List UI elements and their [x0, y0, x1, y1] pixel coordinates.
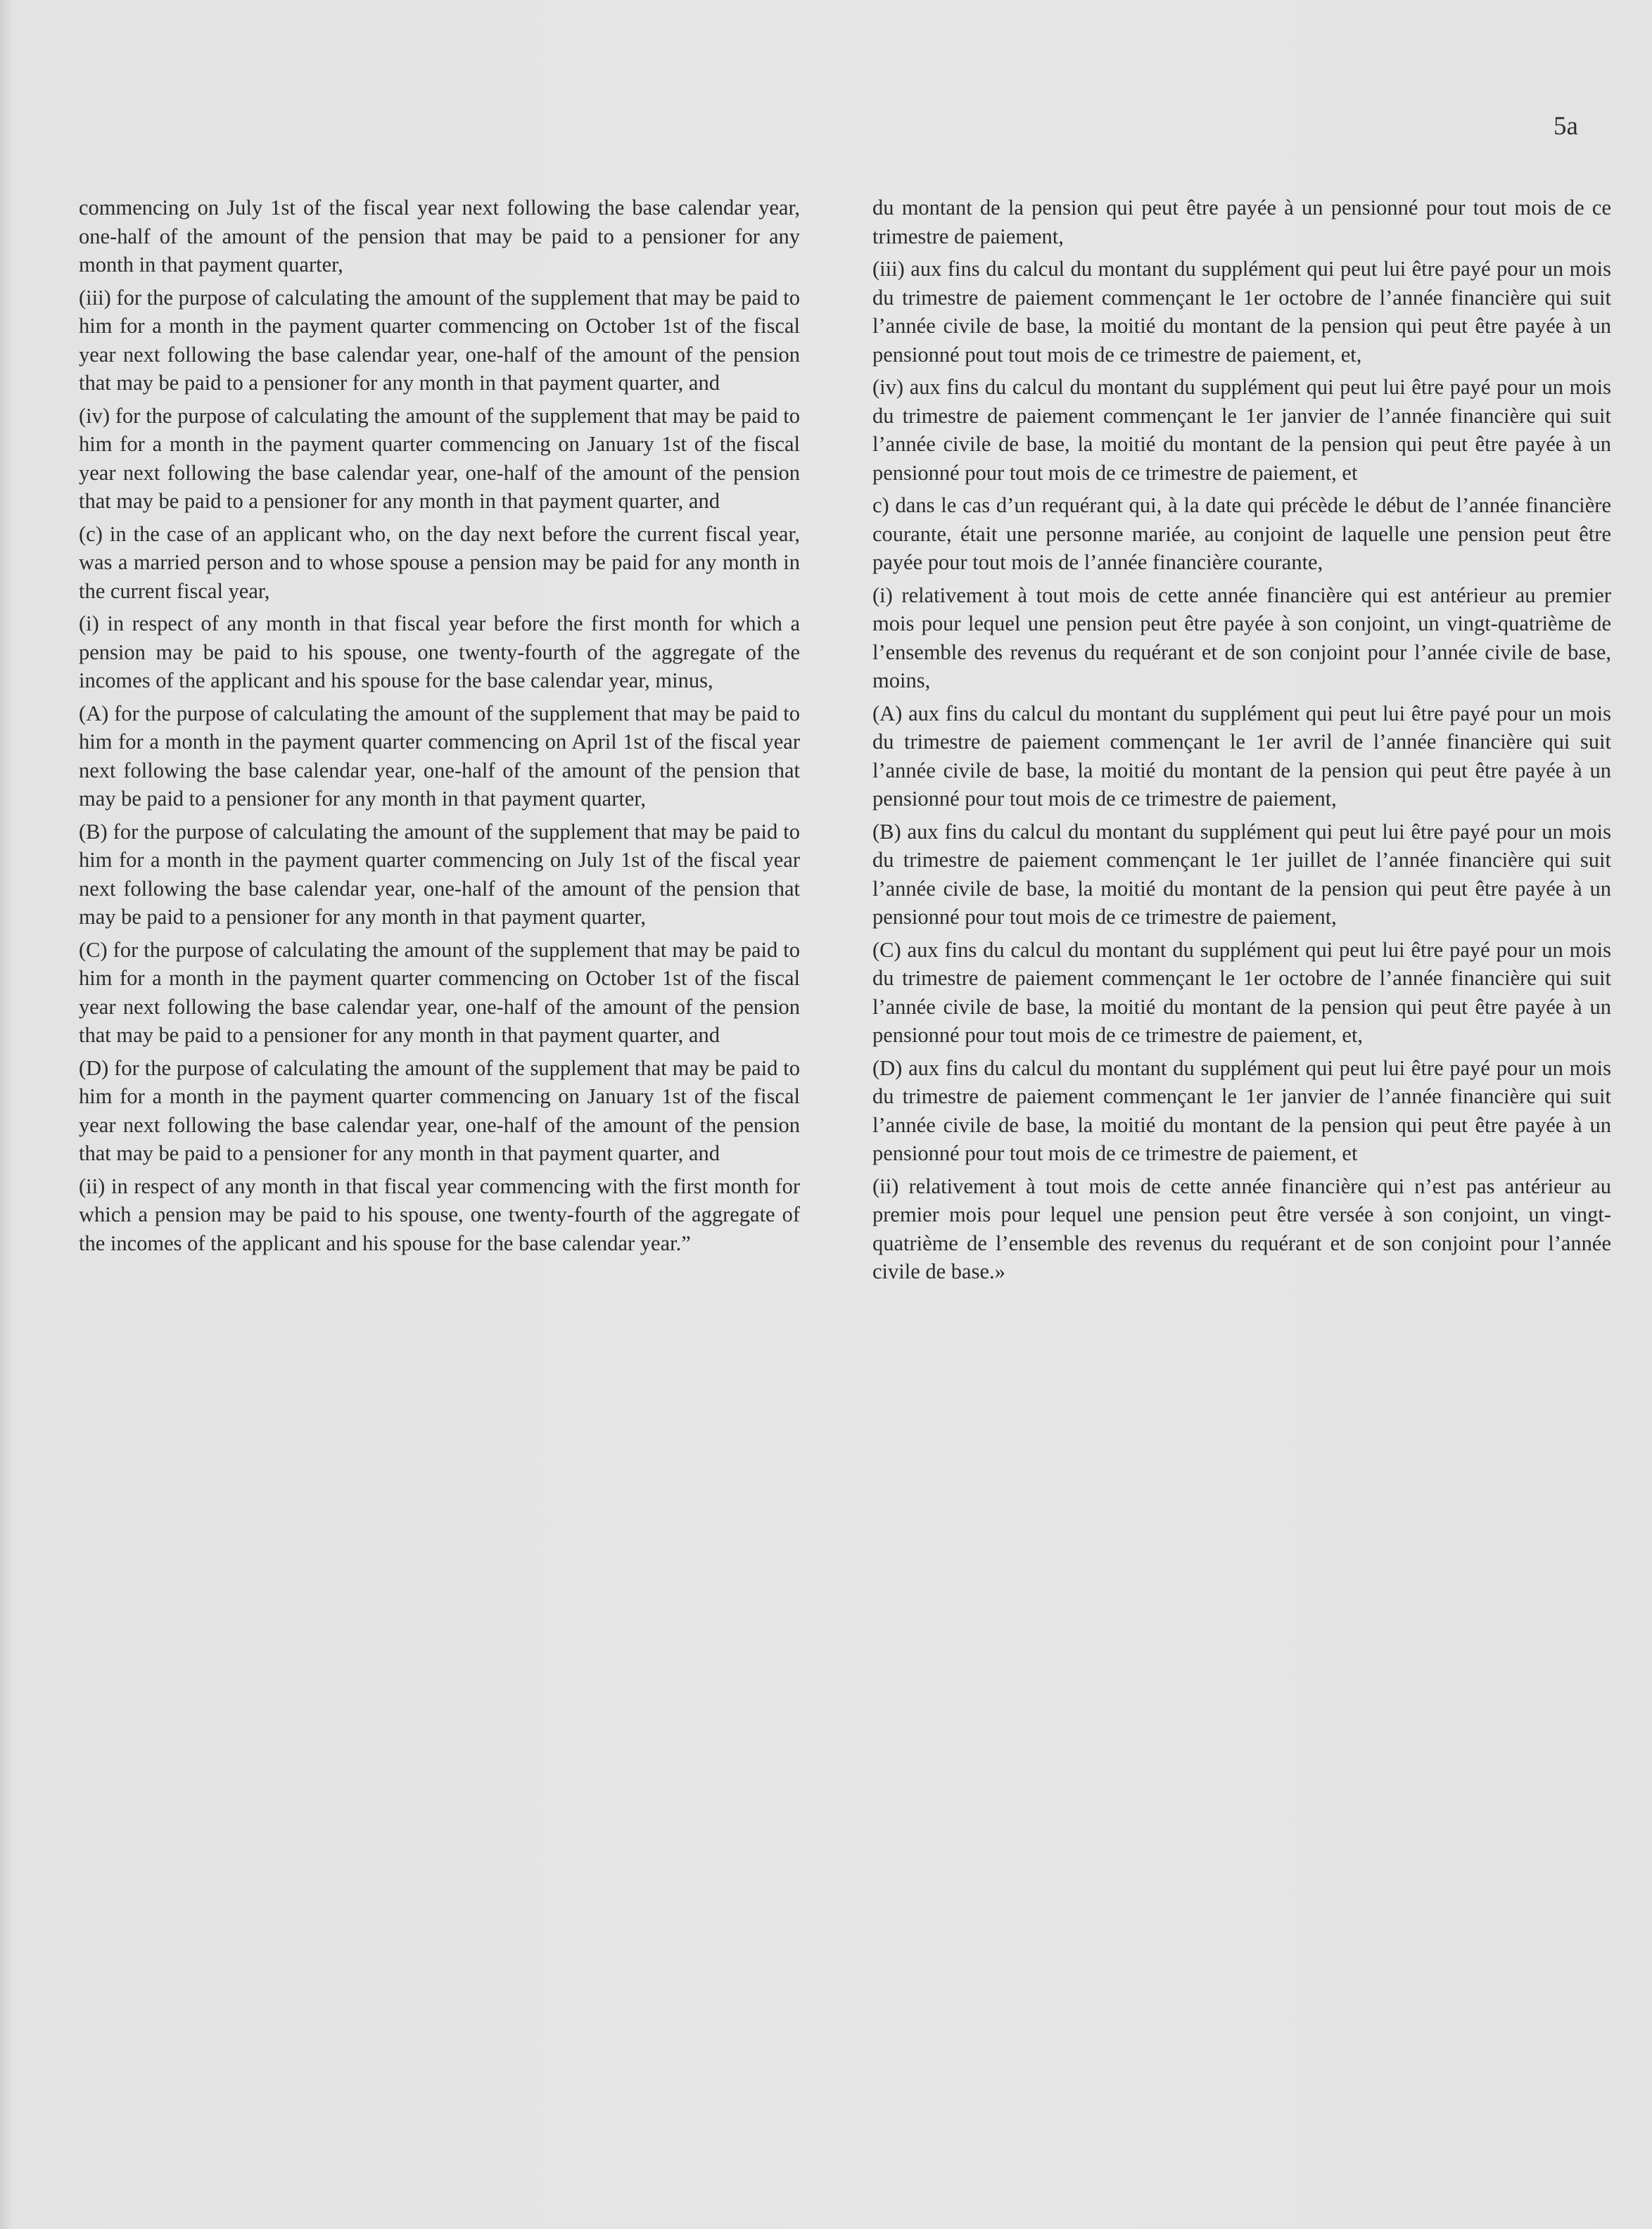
english-paragraph: (ii) in respect of any month in that fiscal year commencing with the first month for which a pension may be paid to his spouse, one twenty-fourth of the aggregate of the incomes of the applicant and his spouse for the base calendar year.” [79, 1174, 800, 1255]
english-paragraph: (D) for the purpose of calculating the amount of the supplement that may be paid to him for a month in the payment quarter commencing on January 1st of the fiscal year next following the base calendar year, one-half of the amount of the pension that may be paid to a pensioner for any month in that payment quarter, and [79, 1055, 800, 1165]
english-paragraph: (iv) for the purpose of calculating the amount of the supplement that may be paid to him for a month in the payment quarter commencing on January 1st of the fiscal year next following the base calendar year, one-half of the amount of the pension that may be paid to a pensioner for any month in that payment quarter, and [79, 403, 800, 513]
french-paragraph: (D) aux fins du calcul du montant du supplément qui peut lui être payé pour un mois du trimestre de paiement commençant le 1er janvier de l’année financière qui suit l’année civile de base, la moitié du montant de la pension qui peut être payée à un pensionné pour tout mois de ce trimestre de paiement, et [872, 1055, 1611, 1165]
english-paragraph: commencing on July 1st of the fiscal year next following the base calendar year, one-half of the amount of the pension that may be paid to a pensioner for any month in that payment quarter, [79, 196, 800, 277]
french-paragraph: (iii) aux fins du calcul du montant du supplément qui peut lui être payé pour un mois du trimestre de paiement commençant le 1er octobre de l’année financière qui suit l’année civile de base, la moitié du montant de la pension qui peut être payée à un pensionné pout tout mois de ce trimestre de paiement, et, [872, 257, 1611, 367]
english-text-column [79, 193, 800, 1262]
english-paragraph: (iii) for the purpose of calculating the amount of the supplement that may be paid to him for a month in the payment quarter commencing on October 1st of the fiscal year next following the base calendar year, one-half of the amount of the pension that may be paid to a pensioner for any month in that payment quarter, and [79, 285, 800, 395]
french-paragraph: (i) relativement à tout mois de cette année financière qui est antérieur au premier mois pour lequel une pension peut être payée à son conjoint, un vingt-quatrième de l’ensemble des revenus du requérant et de son conjoint pour l’année civile de base, moins, [872, 583, 1611, 692]
english-paragraph: (A) for the purpose of calculating the amount of the supplement that may be paid to him for a month in the payment quarter commencing on April 1st of the fiscal year next following the base calendar year, one-half of the amount of the pension that may be paid to a pensioner for any month in that payment quarter, [79, 701, 800, 811]
french-paragraph: (B) aux fins du calcul du montant du supplément qui peut lui être payé pour un mois du trimestre de paiement commençant le 1er juillet de l’année financière qui suit l’année civile de base, la moitié du montant de la pension qui peut être payée à un pensionné pour tout mois de ce trimestre de paiement, [872, 819, 1611, 929]
english-paragraph: (B) for the purpose of calculating the amount of the supplement that may be paid to him for a month in the payment quarter commencing on July 1st of the fiscal year next following the base calendar year, one-half of the amount of the pension that may be paid to a pensioner for any month in that payment quarter, [79, 819, 800, 929]
english-paragraph: (C) for the purpose of calculating the amount of the supplement that may be paid to him for a month in the payment quarter commencing on October 1st of the fiscal year next following the base calendar year, one-half of the amount of the pension that may be paid to a pensioner for any month in that payment quarter, and [79, 937, 800, 1047]
french-paragraph: (A) aux fins du calcul du montant du supplément qui peut lui être payé pour un mois du trimestre de paiement commençant le 1er avril de l’année financière qui suit l’année civile de base, la moitié du montant de la pension qui peut être payée à un pensionné pour tout mois de ce trimestre de paiement, [872, 701, 1611, 811]
french-text-column [872, 193, 1611, 1290]
french-paragraph: (C) aux fins du calcul du montant du supplément qui peut lui être payé pour un mois du trimestre de paiement commençant le 1er octobre de l’année financière qui suit l’année civile de base, la moitié du montant de la pension qui peut être payée à un pensionné pour tout mois de ce trimestre de paiement, et, [872, 937, 1611, 1047]
french-paragraph: du montant de la pension qui peut être payée à un pensionné pour tout mois de ce trimestre de paiement, [872, 196, 1611, 248]
french-paragraph: (ii) relativement à tout mois de cette année financière qui n’est pas antérieur au premier mois pour lequel une pension peut être versée à son conjoint, un vingt-quatrième de l’ensemble des revenus du requérant et de son conjoint pour l’année civile de base.» [872, 1174, 1611, 1283]
french-paragraph: (iv) aux fins du calcul du montant du supplément qui peut lui être payé pour un mois du trimestre de paiement commençant le 1er janvier de l’année financière qui suit l’année civile de base, la moitié du montant de la pension qui peut être payée à un pensionné pour tout mois de ce trimestre de paiement, et [872, 375, 1611, 485]
english-paragraph: (c) in the case of an applicant who, on the day next before the current fiscal year, was a married person and to whose spouse a pension may be paid for any month in the current fiscal year, [79, 521, 800, 603]
french-paragraph: c) dans le cas d’un requérant qui, à la date qui précède le début de l’année financière courante, était une personne mariée, au conjoint de laquelle une pension peut être payée pour tout mois de l’année financière courante, [872, 493, 1611, 574]
english-paragraph: (i) in respect of any month in that fiscal year before the first month for which a pension may be paid to his spouse, one twenty-fourth of the aggregate of the incomes of the applicant and his spouse for the base calendar year, minus, [79, 611, 800, 692]
page-number: 5a [1553, 112, 1578, 141]
